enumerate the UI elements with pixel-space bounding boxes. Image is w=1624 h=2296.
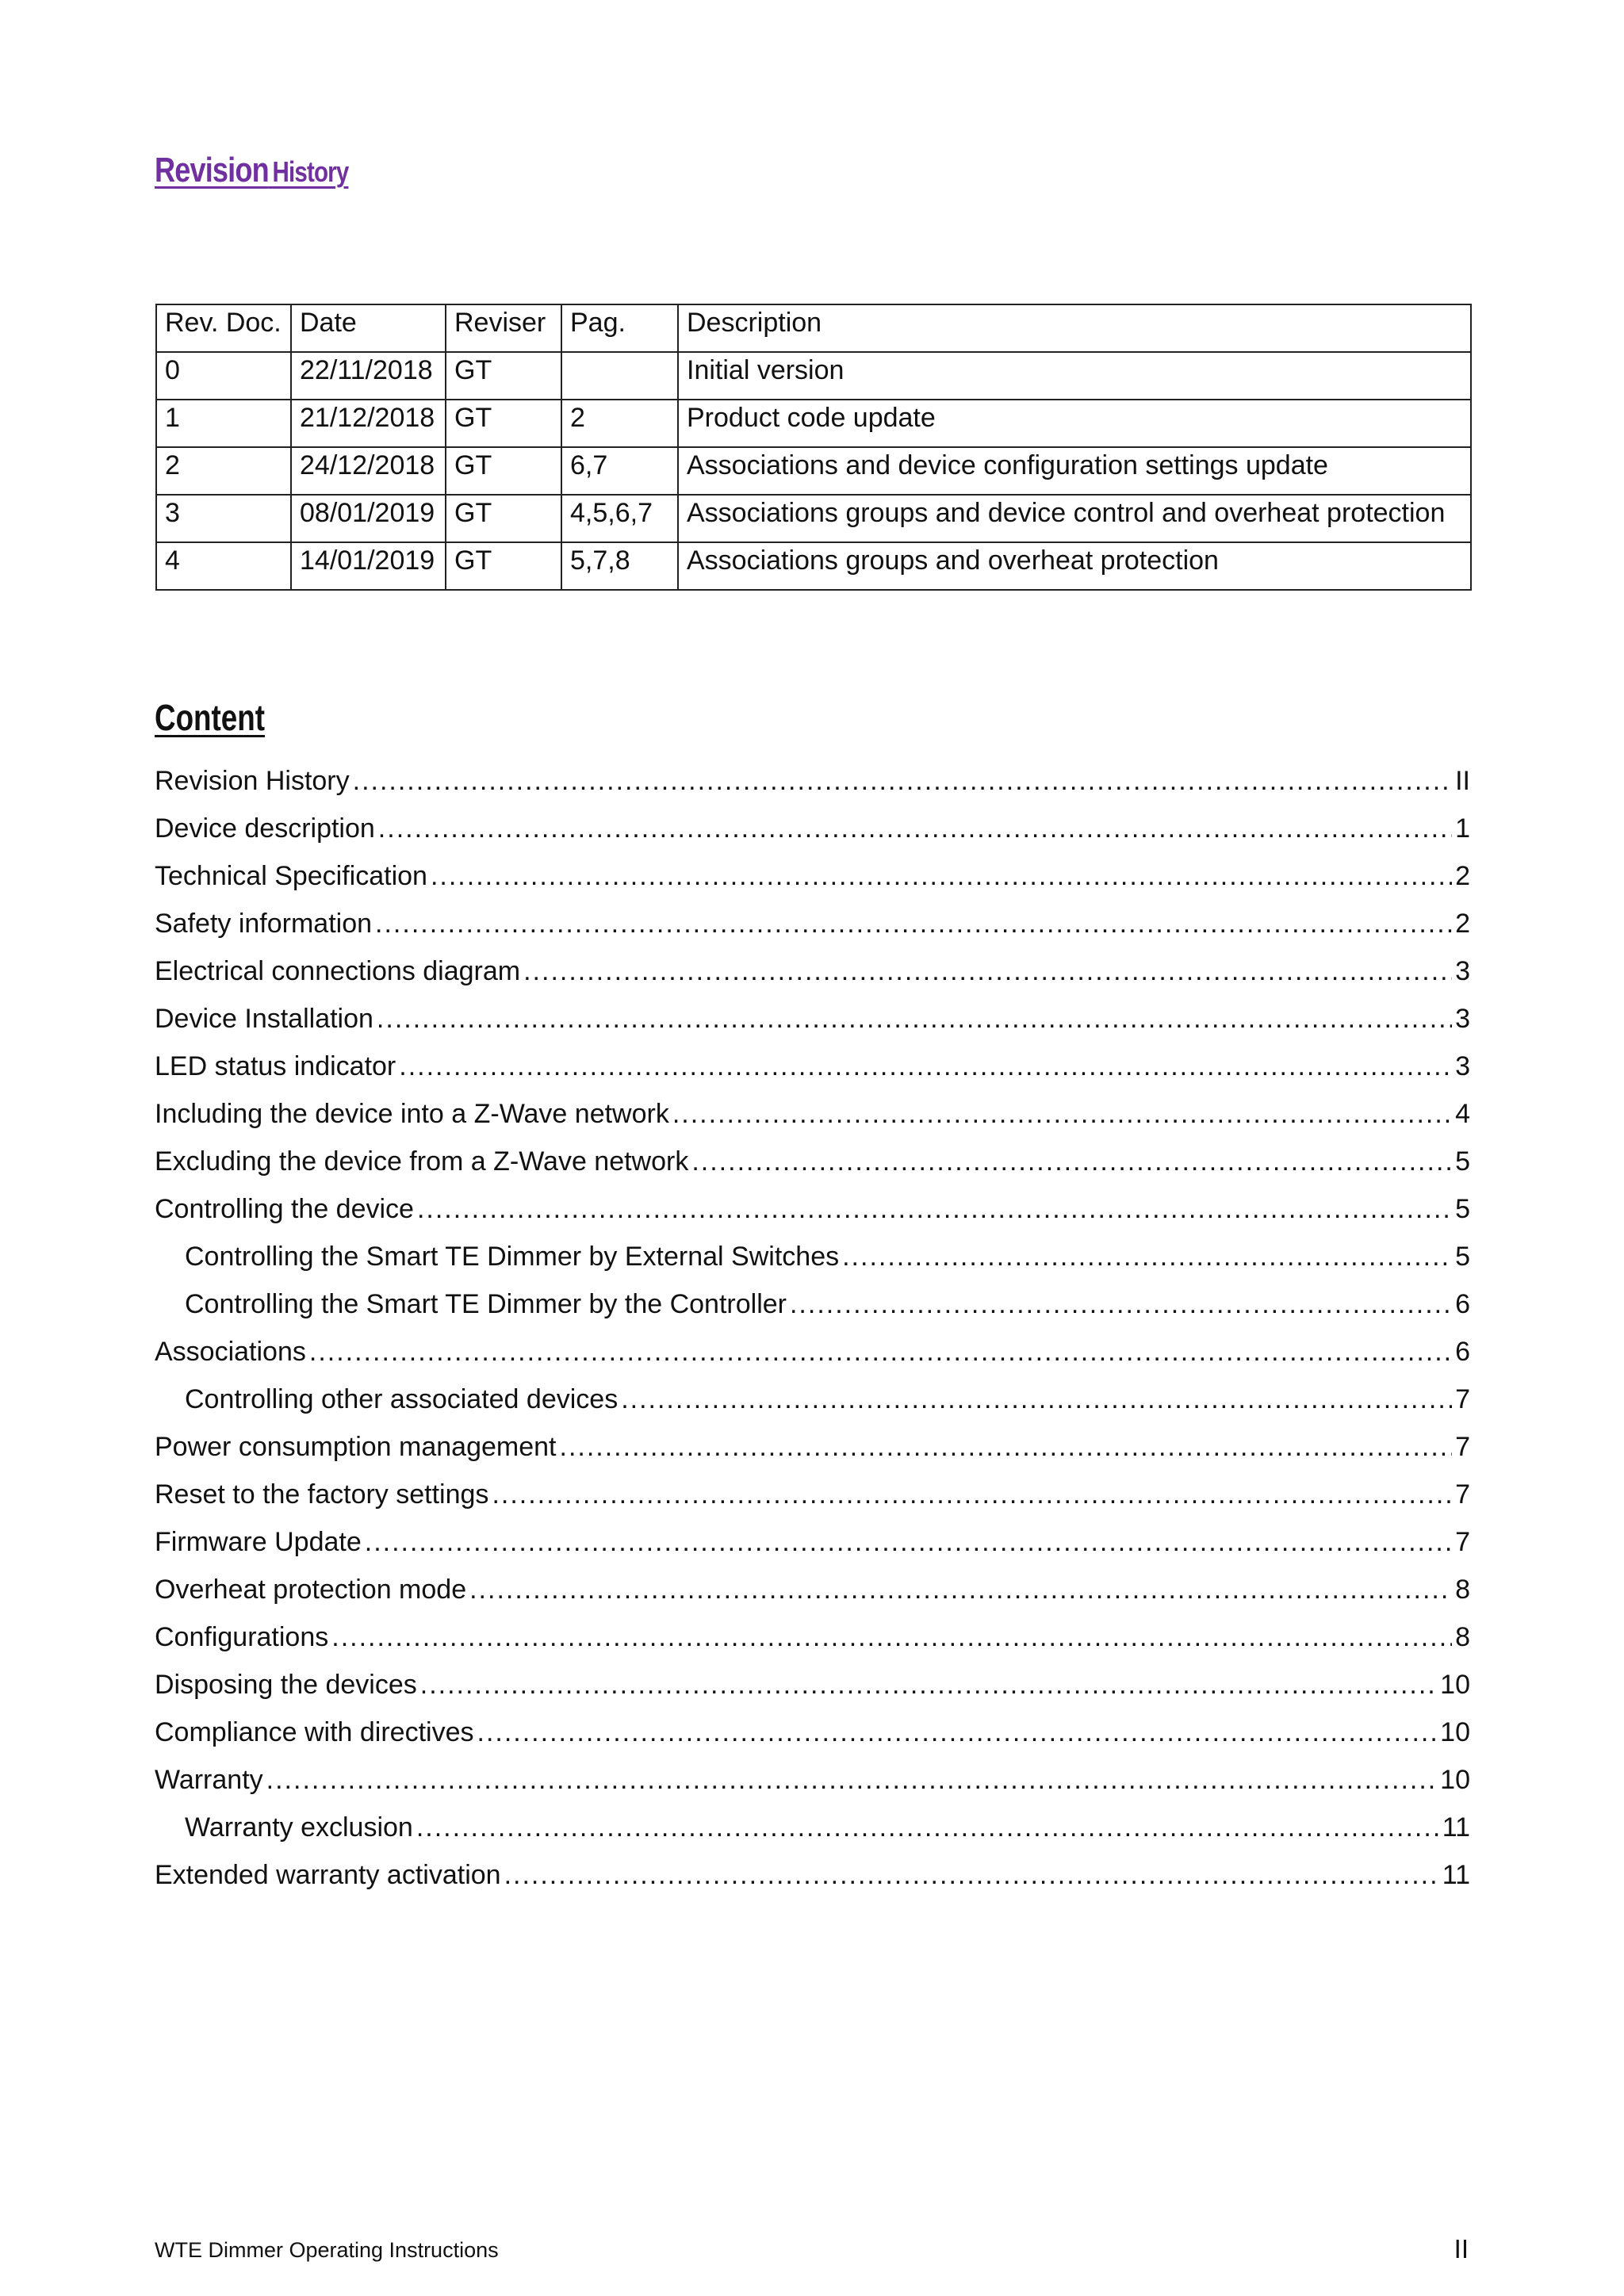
- toc-entry-title: Controlling the Smart TE Dimmer by the Controller: [185, 1289, 787, 1319]
- toc-entry[interactable]: [155, 1043, 1470, 1090]
- toc-entry[interactable]: [155, 1328, 1470, 1376]
- toc-entry[interactable]: [155, 1471, 1470, 1518]
- toc-entry-page: 7: [1455, 1432, 1470, 1462]
- toc-entry-title: Including the device into a Z-Wave network: [155, 1099, 669, 1129]
- toc-leader-dots: [790, 1280, 1452, 1328]
- toc-entry-title: Reset to the factory settings: [155, 1479, 489, 1510]
- toc-entry-page: 8: [1455, 1575, 1470, 1605]
- toc-leader-dots: [560, 1423, 1453, 1471]
- cell-date: 22/11/2018: [291, 352, 446, 400]
- table-row: [156, 447, 1471, 495]
- cell-reviser: GT: [446, 542, 561, 590]
- revision-heading-small: History: [272, 155, 349, 188]
- toc-entry[interactable]: [155, 1566, 1470, 1613]
- toc-entry[interactable]: [155, 1518, 1470, 1566]
- toc-leader-dots: [431, 852, 1452, 900]
- cell-reviser: GT: [446, 352, 561, 400]
- toc-entry-page: II: [1455, 766, 1470, 796]
- table-of-contents: [155, 757, 1470, 1899]
- toc-entry-page: 7: [1455, 1384, 1470, 1414]
- toc-leader-dots: [842, 1233, 1452, 1280]
- toc-entry[interactable]: [155, 1423, 1470, 1471]
- col-header-pag: Pag.: [561, 304, 678, 352]
- cell-reviser: GT: [446, 495, 561, 542]
- toc-entry[interactable]: [155, 900, 1470, 947]
- revision-heading-main: Revision: [155, 151, 269, 189]
- toc-subentry[interactable]: [155, 1376, 1470, 1423]
- cell-date: 24/12/2018: [291, 447, 446, 495]
- cell-pag: 5,7,8: [561, 542, 678, 590]
- toc-entry-title: Warranty exclusion: [185, 1812, 413, 1843]
- toc-entry-title: Safety information: [155, 909, 373, 939]
- cell-rev-doc: 3: [156, 495, 291, 542]
- cell-date: 14/01/2019: [291, 542, 446, 590]
- toc-leader-dots: [469, 1566, 1452, 1613]
- cell-rev-doc: 0: [156, 352, 291, 400]
- toc-leader-dots: [399, 1043, 1452, 1090]
- toc-entry[interactable]: [155, 805, 1470, 852]
- toc-entry-page: 3: [1455, 1051, 1470, 1081]
- toc-entry-page: 4: [1455, 1099, 1470, 1129]
- col-header-date: Date: [291, 304, 446, 352]
- toc-subentry[interactable]: [155, 1233, 1470, 1280]
- toc-entry-page: 8: [1455, 1622, 1470, 1652]
- toc-entry-title: Controlling the device: [155, 1194, 414, 1224]
- toc-leader-dots: [523, 947, 1452, 995]
- toc-subentry[interactable]: [155, 1804, 1470, 1851]
- col-header-reviser: Reviser: [446, 304, 561, 352]
- cell-description: Initial version: [678, 352, 1471, 400]
- toc-entry-page: 5: [1455, 1242, 1470, 1272]
- toc-entry-title: Revision History: [155, 766, 350, 796]
- toc-leader-dots: [691, 1138, 1452, 1185]
- toc-leader-dots: [353, 757, 1452, 805]
- cell-reviser: GT: [446, 447, 561, 495]
- toc-entry-title: Power consumption management: [155, 1432, 557, 1462]
- toc-entry-page: 6: [1455, 1289, 1470, 1319]
- toc-entry-page: 2: [1455, 909, 1470, 939]
- revision-table-header: [156, 304, 1471, 352]
- toc-entry-page: 5: [1455, 1146, 1470, 1177]
- footer-page-number: II: [1454, 2234, 1469, 2263]
- toc-entry-title: Excluding the device from a Z-Wave network: [155, 1146, 689, 1177]
- toc-entry-title: Associations: [155, 1337, 306, 1367]
- toc-entry-page: 3: [1455, 956, 1470, 986]
- toc-entry[interactable]: [155, 947, 1470, 995]
- revision-table: [155, 304, 1472, 591]
- toc-entry-title: Controlling other associated devices: [185, 1384, 619, 1414]
- cell-reviser: GT: [446, 400, 561, 447]
- toc-leader-dots: [477, 1709, 1438, 1756]
- toc-leader-dots: [365, 1518, 1452, 1566]
- toc-entry-page: 11: [1442, 1860, 1470, 1890]
- toc-entry-title: Compliance with directives: [155, 1717, 474, 1747]
- toc-entry[interactable]: [155, 1138, 1470, 1185]
- toc-entry-page: 10: [1440, 1717, 1470, 1747]
- cell-rev-doc: 1: [156, 400, 291, 447]
- toc-entry-page: 6: [1455, 1337, 1470, 1367]
- cell-rev-doc: 2: [156, 447, 291, 495]
- toc-entry[interactable]: [155, 995, 1470, 1043]
- table-row: [156, 352, 1471, 400]
- cell-date: 21/12/2018: [291, 400, 446, 447]
- toc-entry-page: 7: [1455, 1479, 1470, 1510]
- toc-leader-dots: [417, 1185, 1452, 1233]
- content-heading: Content: [155, 697, 265, 738]
- toc-entry-page: 3: [1455, 1004, 1470, 1034]
- toc-entry-title: Electrical connections diagram: [155, 956, 521, 986]
- toc-entry-title: Disposing the devices: [155, 1670, 417, 1700]
- toc-entry-title: LED status indicator: [155, 1051, 396, 1081]
- toc-entry[interactable]: [155, 1709, 1470, 1756]
- toc-entry[interactable]: [155, 1661, 1470, 1709]
- toc-entry-page: 10: [1440, 1670, 1470, 1700]
- toc-entry-page: 2: [1455, 861, 1470, 891]
- toc-entry-title: Technical Specification: [155, 861, 427, 891]
- cell-description: Associations and device configuration settings update: [678, 447, 1471, 495]
- toc-entry-title: Overheat protection mode: [155, 1575, 467, 1605]
- toc-leader-dots: [266, 1756, 1438, 1804]
- cell-description: Associations groups and overheat protection: [678, 542, 1471, 590]
- toc-leader-dots: [672, 1090, 1452, 1138]
- col-header-rev-doc: Rev. Doc.: [156, 304, 291, 352]
- toc-entry-title: Device Installation: [155, 1004, 373, 1034]
- cell-rev-doc: 4: [156, 542, 291, 590]
- toc-entry-title: Firmware Update: [155, 1527, 362, 1557]
- toc-entry[interactable]: [155, 1090, 1470, 1138]
- toc-entry[interactable]: [155, 1756, 1470, 1804]
- cell-description: Associations groups and device control and overheat protection: [678, 495, 1471, 542]
- col-header-description: Description: [678, 304, 1471, 352]
- toc-entry-title: Controlling the Smart TE Dimmer by External Switches: [185, 1242, 840, 1272]
- cell-description: Product code update: [678, 400, 1471, 447]
- table-row: [156, 400, 1471, 447]
- toc-entry-title: Extended warranty activation: [155, 1860, 501, 1890]
- cell-date: 08/01/2019: [291, 495, 446, 542]
- toc-entry-page: 5: [1455, 1194, 1470, 1224]
- toc-leader-dots: [504, 1851, 1439, 1899]
- footer-document-title: WTE Dimmer Operating Instructions: [155, 2238, 499, 2262]
- toc-entry-page: 7: [1455, 1527, 1470, 1557]
- toc-entry-title: Configurations: [155, 1622, 329, 1652]
- table-row: [156, 542, 1471, 590]
- toc-entry-page: 11: [1442, 1812, 1470, 1843]
- toc-leader-dots: [378, 805, 1452, 852]
- cell-pag: 6,7: [561, 447, 678, 495]
- toc-entry-page: 10: [1440, 1765, 1470, 1795]
- cell-pag: [561, 352, 678, 400]
- table-row: [156, 495, 1471, 542]
- toc-entry-title: Warranty: [155, 1765, 263, 1795]
- toc-entry-title: Device description: [155, 813, 375, 844]
- toc-leader-dots: [377, 995, 1452, 1043]
- toc-entry-page: 1: [1455, 813, 1470, 844]
- toc-leader-dots: [416, 1804, 1439, 1851]
- toc-leader-dots: [492, 1471, 1452, 1518]
- toc-leader-dots: [621, 1376, 1452, 1423]
- cell-pag: 2: [561, 400, 678, 447]
- revision-history-heading: [155, 151, 348, 190]
- toc-entry[interactable]: [155, 1185, 1470, 1233]
- toc-entry[interactable]: [155, 1613, 1470, 1661]
- cell-pag: 4,5,6,7: [561, 495, 678, 542]
- toc-leader-dots: [420, 1661, 1437, 1709]
- toc-leader-dots: [375, 900, 1452, 947]
- toc-entry[interactable]: [155, 1851, 1470, 1899]
- toc-entry[interactable]: [155, 757, 1470, 805]
- toc-leader-dots: [331, 1613, 1452, 1661]
- toc-subentry[interactable]: [155, 1280, 1470, 1328]
- toc-leader-dots: [309, 1328, 1452, 1376]
- toc-entry[interactable]: [155, 852, 1470, 900]
